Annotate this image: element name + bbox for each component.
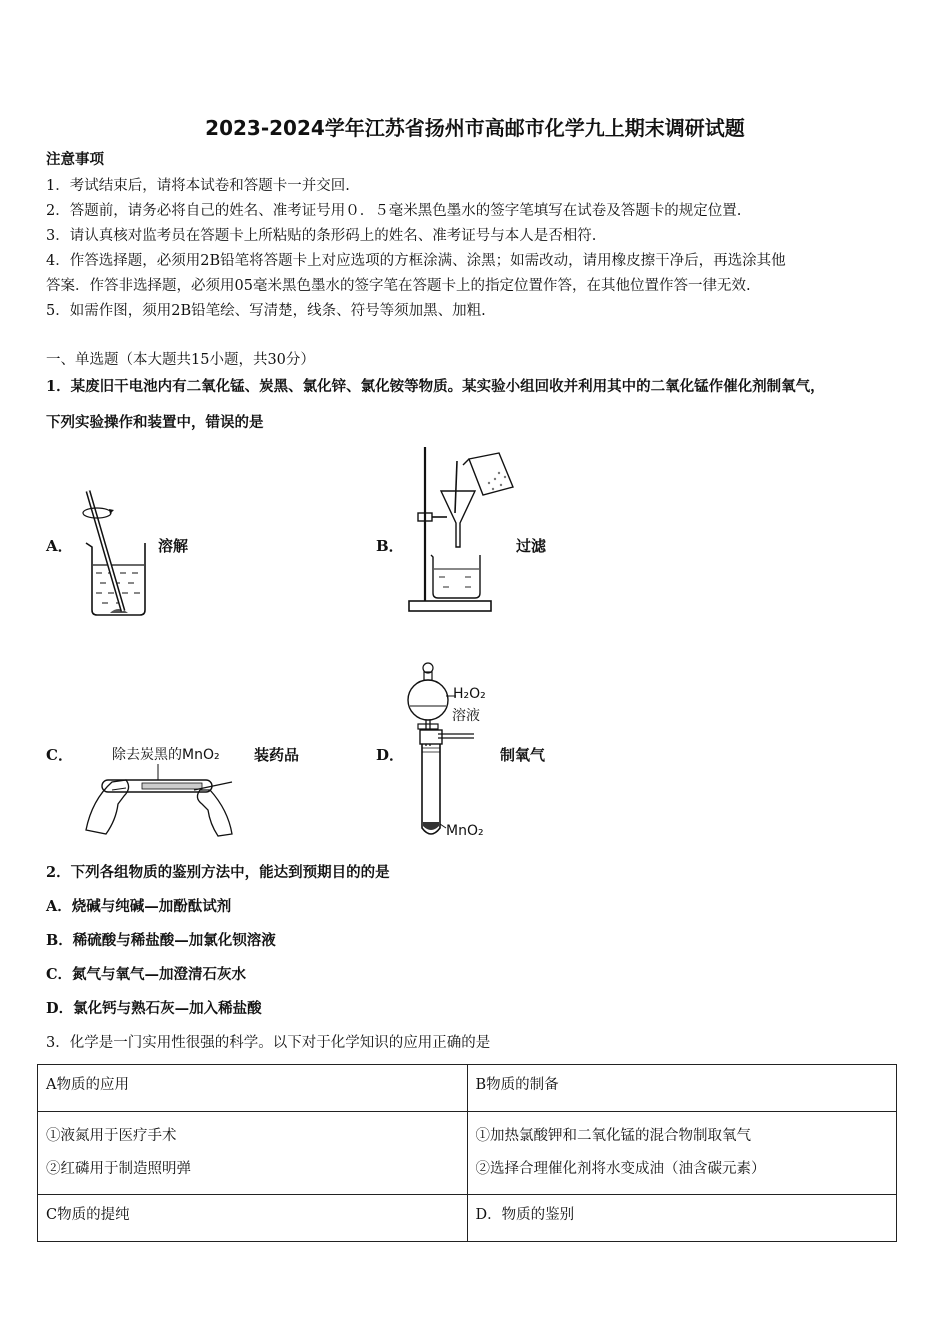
q1-option-c-caption: 装药品 [254, 746, 300, 764]
q3-b-item-1: ①加热氯酸钾和二氧化锰的混合物制取氧气 [475, 1128, 751, 1144]
q2-option-a: A．烧碱与纯碱—加酚酞试剂 [46, 898, 232, 915]
q1-stem-line1: 1．某废旧干电池内有二氧化锰、炭黑、氯化锌、氯化铵等物质。某实验小组回收并利用其中的二氧化锰作催化剂制氧气， [46, 378, 825, 395]
q3-cell-b-head: B物质的制备 [467, 1065, 897, 1112]
solution-label: 溶液 [452, 708, 480, 724]
q1-option-b-letter: B． [376, 537, 404, 555]
q3-cell-b-items [467, 1112, 897, 1195]
test-tube-loading-figure [82, 760, 242, 840]
q3-cell-d-head: D．物质的鉴别 [467, 1195, 897, 1242]
q1-option-a-caption: 溶解 [158, 537, 189, 555]
filtration-apparatus-figure [405, 443, 525, 615]
h2o2-label: H₂O₂ [453, 686, 486, 702]
q1-stem-line2: 下列实验操作和装置中，错误的是 [46, 414, 264, 431]
mno2-label-c: 除去炭黑的MnO₂ [112, 747, 220, 763]
q3-cell-a-items [38, 1112, 468, 1195]
q1-option-c-letter: C． [46, 746, 73, 764]
q3-cell-a-head: A物质的应用 [38, 1065, 468, 1112]
q2-stem: 2．下列各组物质的鉴别方法中，能达到预期目的的是 [46, 864, 390, 881]
notice-item-5: 5．如需作图，须用2B铅笔绘、写清楚，线条、符号等须加黑、加粗. [46, 303, 486, 319]
section-heading: 一、单选题（本大题共15小题，共30分） [46, 352, 315, 368]
q1-option-d-caption: 制氧气 [500, 746, 546, 764]
q1-option-b-caption: 过滤 [516, 537, 547, 555]
q1-option-a-letter: A． [46, 537, 73, 555]
q3-a-item-1: ①液氮用于医疗手术 [46, 1128, 177, 1144]
q3-a-item-2: ②红磷用于制造照明弹 [46, 1161, 191, 1177]
notice-item-4-cont: 答案．作答非选择题，必须用05毫米黑色墨水的签字笔在答题卡上的指定位置作答，在其他位置作答一律无效. [46, 278, 751, 294]
q2-option-b: B．稀硫酸与稀盐酸—加氯化钡溶液 [46, 932, 276, 949]
notice-item-1: 1．考试结束后，请将本试卷和答题卡一并交回. [46, 178, 350, 194]
mno2-label-d: MnO₂ [446, 823, 484, 839]
q3-b-item-2: ②选择合理催化剂将水变成油（油含碳元素） [475, 1161, 766, 1177]
q3-stem: 3．化学是一门实用性很强的科学。以下对于化学知识的应用正确的是 [46, 1035, 491, 1051]
q3-cell-c-head: C物质的提纯 [38, 1195, 468, 1242]
q1-option-d-letter: D． [376, 746, 405, 764]
notice-item-3: 3．请认真核对监考员在答题卡上所粘贴的条形码上的姓名、准考证号与本人是否相符. [46, 228, 597, 244]
oxygen-generator-figure [400, 656, 480, 844]
notice-item-2: 2．答题前，请务必将自己的姓名、准考证号用０．５毫米黑色墨水的签字笔填写在试卷及答题卡的规定位置. [46, 203, 742, 219]
notice-heading: 注意事项 [46, 151, 104, 168]
dissolving-beaker-figure [78, 485, 158, 620]
q2-option-c: C．氮气与氧气—加澄清石灰水 [46, 966, 247, 983]
page-title: 2023-2024学年江苏省扬州市高邮市化学九上期末调研试题 [205, 116, 745, 140]
q3-table [37, 1064, 897, 1242]
q2-option-d: D．氯化钙与熟石灰—加入稀盐酸 [46, 1000, 262, 1017]
notice-item-4: 4．作答选择题，必须用2B铅笔将答题卡上对应选项的方框涂满、涂黑；如需改动，请用橡皮擦干净后，再选涂其他 [46, 253, 786, 269]
